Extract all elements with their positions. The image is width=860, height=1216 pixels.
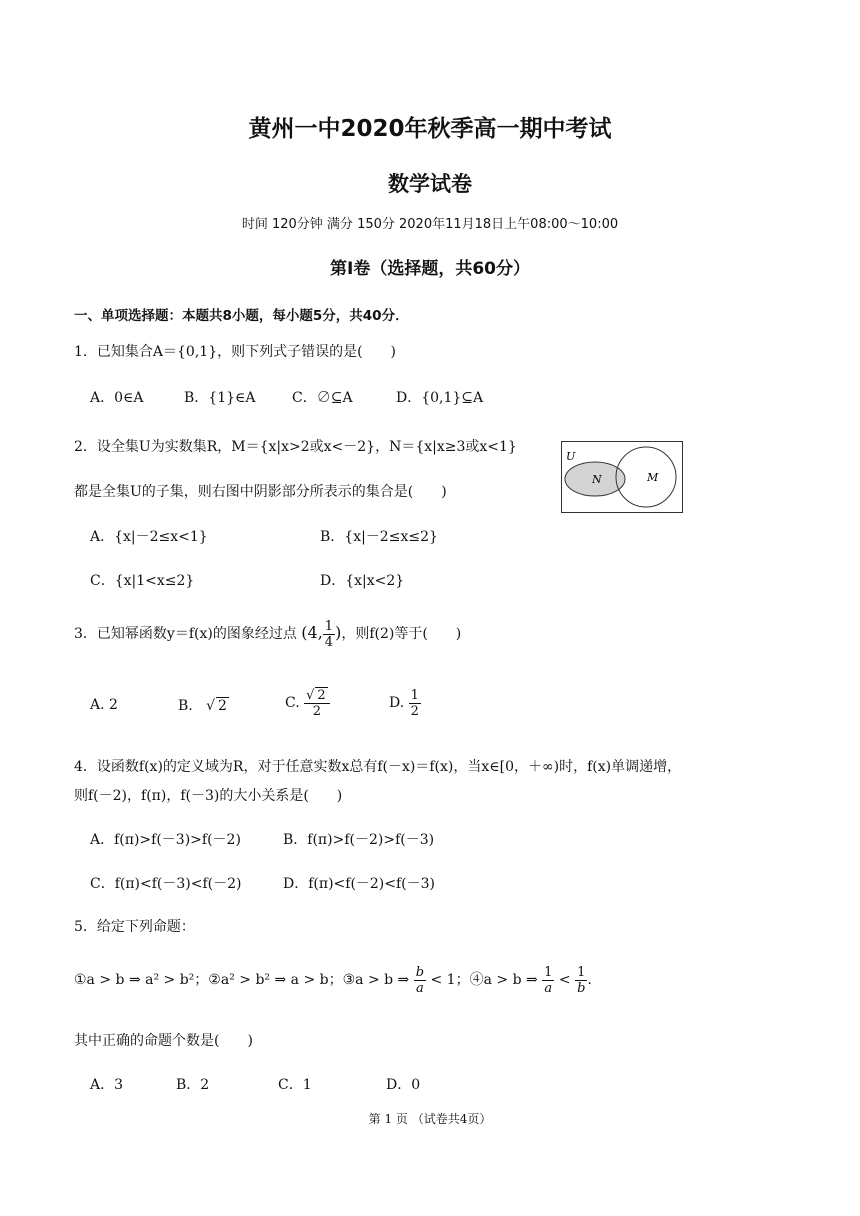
q5-prop-1: ①a > b ⇒ a² > b²； bbox=[74, 972, 209, 988]
q3-option-b-radicand: 2 bbox=[218, 698, 227, 714]
q5-prop-4-fraction-2 bbox=[575, 965, 587, 996]
exam-info: 时间 120分钟 满分 150分 2020年11月18日上午08:00～10:00 bbox=[241, 217, 619, 232]
q3-point-close: ) bbox=[335, 623, 342, 642]
q5-prop-4-num2: 1 bbox=[575, 965, 587, 981]
q2-option-c: C．{x|1<x≤2} bbox=[90, 573, 195, 589]
q5-option-d: D．0 bbox=[386, 1077, 421, 1093]
venn-label-m: M bbox=[647, 471, 659, 484]
q5-prop-4-lt: < bbox=[558, 972, 571, 988]
venn-label-u: U bbox=[566, 450, 576, 463]
q2-stem-line2: 都是全集U的子集，则右图中阴影部分所表示的集合是( ) bbox=[74, 484, 447, 500]
q5-prop-3-fraction bbox=[414, 965, 426, 996]
q5-prop-4-den2: b bbox=[577, 980, 586, 996]
q4-option-d: D．f(π)<f(－2)<f(－3) bbox=[283, 876, 436, 892]
q5-prop-3-num: b bbox=[415, 964, 425, 980]
q4-stem-line1: 4．设函数f(x)的定义域为R，对于任意实数x总有f(－x)＝f(x)，当x∈[0，＋∞)时，f(x)单调递增， bbox=[74, 759, 682, 775]
q2-option-b: B．{x|－2≤x≤2} bbox=[320, 529, 438, 545]
q1-option-c: C．∅⊆A bbox=[292, 390, 353, 406]
q2-option-a: A．{x|－2≤x<1} bbox=[90, 529, 208, 545]
q3-option-d-label: D. bbox=[389, 695, 405, 711]
q5-prop-4-den1: a bbox=[544, 980, 553, 996]
q3-option-b-label: B. bbox=[178, 698, 193, 714]
venn-diagram bbox=[561, 441, 683, 513]
q1-option-d: D．{0,1}⊆A bbox=[396, 390, 484, 406]
q3-stem bbox=[74, 613, 461, 653]
q2-stem-line1: 2．设全集U为实数集R，M＝{x|x>2或x<－2}，N＝{x|x≥3或x<1} bbox=[74, 439, 517, 455]
q3-option-c bbox=[285, 683, 330, 723]
q5-prop-4-end: . bbox=[587, 972, 592, 988]
q5-prop-4a: ④a > b ⇒ bbox=[469, 972, 538, 988]
q3-stem-b: ，则f(2)等于( ) bbox=[341, 626, 462, 642]
q3-option-d-num: 1 bbox=[410, 687, 419, 703]
q3-option-d-den: 2 bbox=[410, 703, 419, 719]
page-title: 黄州一中2020年秋季高一期中考试 bbox=[248, 116, 612, 142]
q5-question: 其中正确的命题个数是( ) bbox=[74, 1033, 253, 1049]
q5-propositions bbox=[74, 960, 592, 1000]
q5-prop-3-den: a bbox=[416, 980, 424, 996]
q3-option-c-fraction: $\frac{√ 2}{2}$ bbox=[304, 687, 330, 719]
q3-stem-a: 3．已知幂函数y＝f(x)的图象经过点 bbox=[74, 626, 297, 642]
q5-option-b: B．2 bbox=[176, 1077, 210, 1093]
q5-option-a: A．3 bbox=[90, 1077, 124, 1093]
page-footer: 第 1 页 （试卷共4页） bbox=[368, 1112, 492, 1126]
q3-point-den: 4 bbox=[324, 634, 334, 650]
q3-point-num: 1 bbox=[324, 618, 334, 634]
q5-prop-2: ②a² > b² ⇒ a > b； bbox=[208, 972, 343, 988]
section-heading: 一、单项选择题：本题共8小题，每小题5分，共40分． bbox=[74, 308, 409, 324]
q1-option-b: B．{1}∈A bbox=[184, 390, 256, 406]
q4-stem-line2: 则f(－2)，f(π)，f(－3)的大小关系是( ) bbox=[74, 788, 343, 804]
q3-point-open: (4, bbox=[301, 623, 323, 642]
q3-option-d bbox=[389, 683, 421, 723]
q5-prop-4-fraction-1 bbox=[542, 965, 554, 996]
q3-option-c-num: 2 bbox=[317, 688, 326, 703]
q5-prop-3b: < 1； bbox=[430, 972, 470, 988]
q3-option-b: B. √ 2 bbox=[178, 698, 227, 714]
q4-option-a: A．f(π)>f(－3)>f(－2) bbox=[90, 832, 241, 848]
q3-option-a: A. 2 bbox=[90, 697, 118, 713]
q1-option-a: A．0∈A bbox=[90, 390, 144, 406]
q4-option-b: B．f(π)>f(－2)>f(－3) bbox=[283, 832, 435, 848]
q5-option-c: C．1 bbox=[278, 1077, 312, 1093]
q4-option-c: C．f(π)<f(－3)<f(－2) bbox=[90, 876, 242, 892]
q3-option-d-fraction bbox=[409, 688, 421, 719]
q3-option-c-label: C. bbox=[285, 695, 300, 711]
venn-label-n: N bbox=[592, 473, 602, 486]
q3-option-c-den: 2 bbox=[312, 704, 322, 719]
q5-stem: 5．给定下列命题： bbox=[74, 919, 195, 935]
volume-heading: 第Ⅰ卷（选择题，共60分） bbox=[330, 259, 530, 279]
q5-prop-4-num1: 1 bbox=[544, 964, 553, 980]
page-subtitle: 数学试卷 bbox=[388, 172, 472, 196]
q1-stem: 1．已知集合A＝{0,1}，则下列式子错误的是( ) bbox=[74, 344, 397, 360]
q5-prop-3a: ③a > b ⇒ bbox=[342, 972, 410, 988]
q3-point-fraction bbox=[323, 619, 335, 650]
q2-option-d: D．{x|x<2} bbox=[320, 573, 405, 589]
